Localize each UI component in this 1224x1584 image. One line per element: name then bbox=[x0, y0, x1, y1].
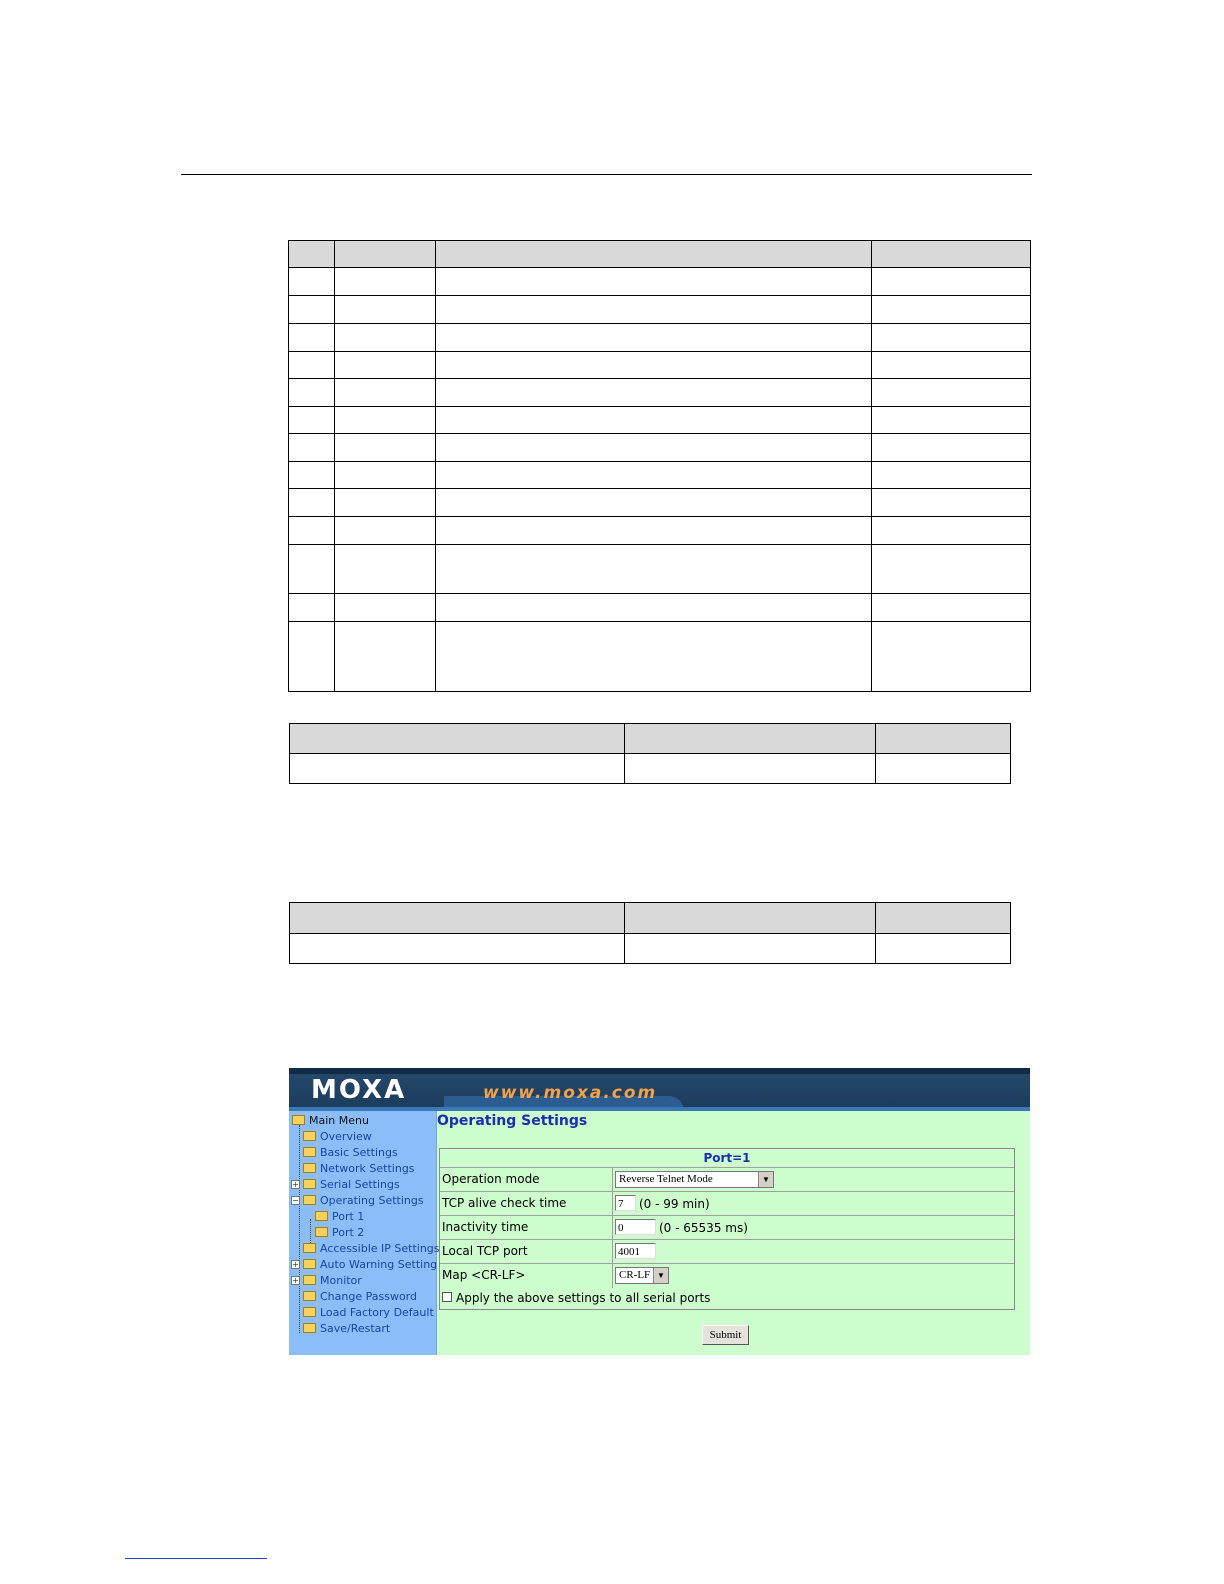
moxa-logo: MOXA bbox=[311, 1075, 407, 1105]
folder-icon bbox=[315, 1227, 328, 1237]
table-row bbox=[289, 324, 1031, 352]
operation-mode-select[interactable]: Reverse Telnet Mode ▼ bbox=[615, 1171, 774, 1188]
table-row bbox=[289, 517, 1031, 545]
menu-monitor[interactable]: + Monitor bbox=[292, 1274, 362, 1287]
tcp-alive-label: TCP alive check time bbox=[442, 1196, 567, 1210]
folder-icon bbox=[303, 1147, 316, 1157]
tcp-alive-hint: (0 - 99 min) bbox=[639, 1197, 710, 1211]
table-row bbox=[290, 754, 1011, 784]
apply-all-checkbox[interactable] bbox=[442, 1292, 452, 1302]
moxa-banner bbox=[289, 1068, 1030, 1111]
content-pane bbox=[437, 1111, 1030, 1355]
inactivity-input[interactable]: 0 bbox=[615, 1219, 656, 1235]
table-row bbox=[290, 934, 1011, 964]
collapse-icon[interactable]: − bbox=[292, 1196, 299, 1205]
table-header-row bbox=[290, 903, 1011, 934]
port-header: Port=1 bbox=[703, 1151, 751, 1165]
inactivity-hint: (0 - 65535 ms) bbox=[659, 1221, 748, 1235]
tcp-alive-input[interactable]: 7 bbox=[615, 1195, 636, 1211]
table-header-row bbox=[289, 241, 1031, 268]
folder-icon bbox=[303, 1307, 316, 1317]
menu-load-factory-default[interactable]: Load Factory Default bbox=[303, 1305, 434, 1320]
settings-table bbox=[288, 240, 1031, 692]
row-local-tcp-port bbox=[440, 1239, 1014, 1264]
folder-icon bbox=[303, 1323, 316, 1333]
menu-accessible-ip[interactable]: Accessible IP Settings bbox=[303, 1241, 440, 1256]
menu-serial-settings[interactable]: + Serial Settings bbox=[292, 1178, 400, 1191]
menu-basic-settings[interactable]: Basic Settings bbox=[303, 1145, 398, 1160]
menu-change-password[interactable]: Change Password bbox=[303, 1289, 417, 1304]
submit-button[interactable]: Submit bbox=[702, 1325, 749, 1345]
menu-save-restart[interactable]: Save/Restart bbox=[303, 1321, 390, 1336]
table-row bbox=[289, 434, 1031, 462]
table-row bbox=[289, 407, 1031, 434]
map-crlf-select[interactable]: CR-LF ▼ bbox=[615, 1267, 669, 1284]
menu-port-1[interactable]: Port 1 bbox=[315, 1209, 364, 1224]
footer-link-underline bbox=[125, 1558, 267, 1559]
expand-icon[interactable]: + bbox=[292, 1180, 299, 1189]
folder-icon bbox=[303, 1291, 316, 1301]
table-row bbox=[289, 352, 1031, 379]
inactivity-label: Inactivity time bbox=[442, 1220, 529, 1234]
folder-icon bbox=[303, 1259, 316, 1269]
menu-overview[interactable]: Overview bbox=[303, 1129, 372, 1144]
page-title: Operating Settings bbox=[437, 1113, 588, 1129]
main-menu bbox=[289, 1111, 440, 1355]
table-row bbox=[289, 489, 1031, 517]
menu-port-2[interactable]: Port 2 bbox=[315, 1225, 364, 1240]
menu-auto-warning[interactable]: + Auto Warning Setting bbox=[292, 1258, 438, 1271]
folder-icon bbox=[303, 1131, 316, 1141]
chevron-down-icon[interactable]: ▼ bbox=[653, 1268, 668, 1283]
port-settings-form bbox=[439, 1148, 1015, 1310]
menu-main[interactable]: Main Menu bbox=[292, 1113, 369, 1128]
row-operation-mode bbox=[440, 1167, 1014, 1192]
local-tcp-port-label: Local TCP port bbox=[442, 1244, 528, 1258]
table-row bbox=[289, 379, 1031, 407]
operation-mode-label: Operation mode bbox=[442, 1172, 540, 1186]
local-tcp-port-input[interactable]: 4001 bbox=[615, 1243, 656, 1259]
table-row bbox=[289, 545, 1031, 594]
folder-open-icon bbox=[292, 1115, 305, 1125]
table-row bbox=[289, 622, 1031, 692]
table-row bbox=[289, 594, 1031, 622]
default-table-1 bbox=[289, 723, 1011, 784]
row-tcp-alive bbox=[440, 1191, 1014, 1216]
folder-icon bbox=[315, 1211, 328, 1221]
folder-icon bbox=[303, 1275, 316, 1285]
row-inactivity bbox=[440, 1215, 1014, 1240]
chevron-down-icon[interactable]: ▼ bbox=[758, 1172, 773, 1187]
folder-open-icon bbox=[303, 1195, 316, 1205]
apply-all-option[interactable]: Apply the above settings to all serial ports bbox=[442, 1291, 710, 1305]
expand-icon[interactable]: + bbox=[292, 1276, 299, 1285]
default-table-2 bbox=[289, 902, 1011, 964]
menu-operating-settings[interactable]: − Operating Settings bbox=[292, 1194, 424, 1207]
table-row bbox=[289, 462, 1031, 489]
map-crlf-label: Map <CR-LF> bbox=[442, 1268, 526, 1282]
header-rule bbox=[181, 174, 1032, 175]
table-row bbox=[289, 268, 1031, 296]
menu-network-settings[interactable]: Network Settings bbox=[303, 1161, 415, 1176]
table-header-row bbox=[290, 724, 1011, 754]
folder-icon bbox=[303, 1179, 316, 1189]
web-console-screenshot bbox=[289, 1068, 1030, 1355]
folder-icon bbox=[303, 1243, 316, 1253]
expand-icon[interactable]: + bbox=[292, 1260, 299, 1269]
folder-icon bbox=[303, 1163, 316, 1173]
table-row bbox=[289, 296, 1031, 324]
moxa-url[interactable]: www.moxa.com bbox=[483, 1083, 658, 1103]
row-map-crlf bbox=[440, 1263, 1014, 1288]
